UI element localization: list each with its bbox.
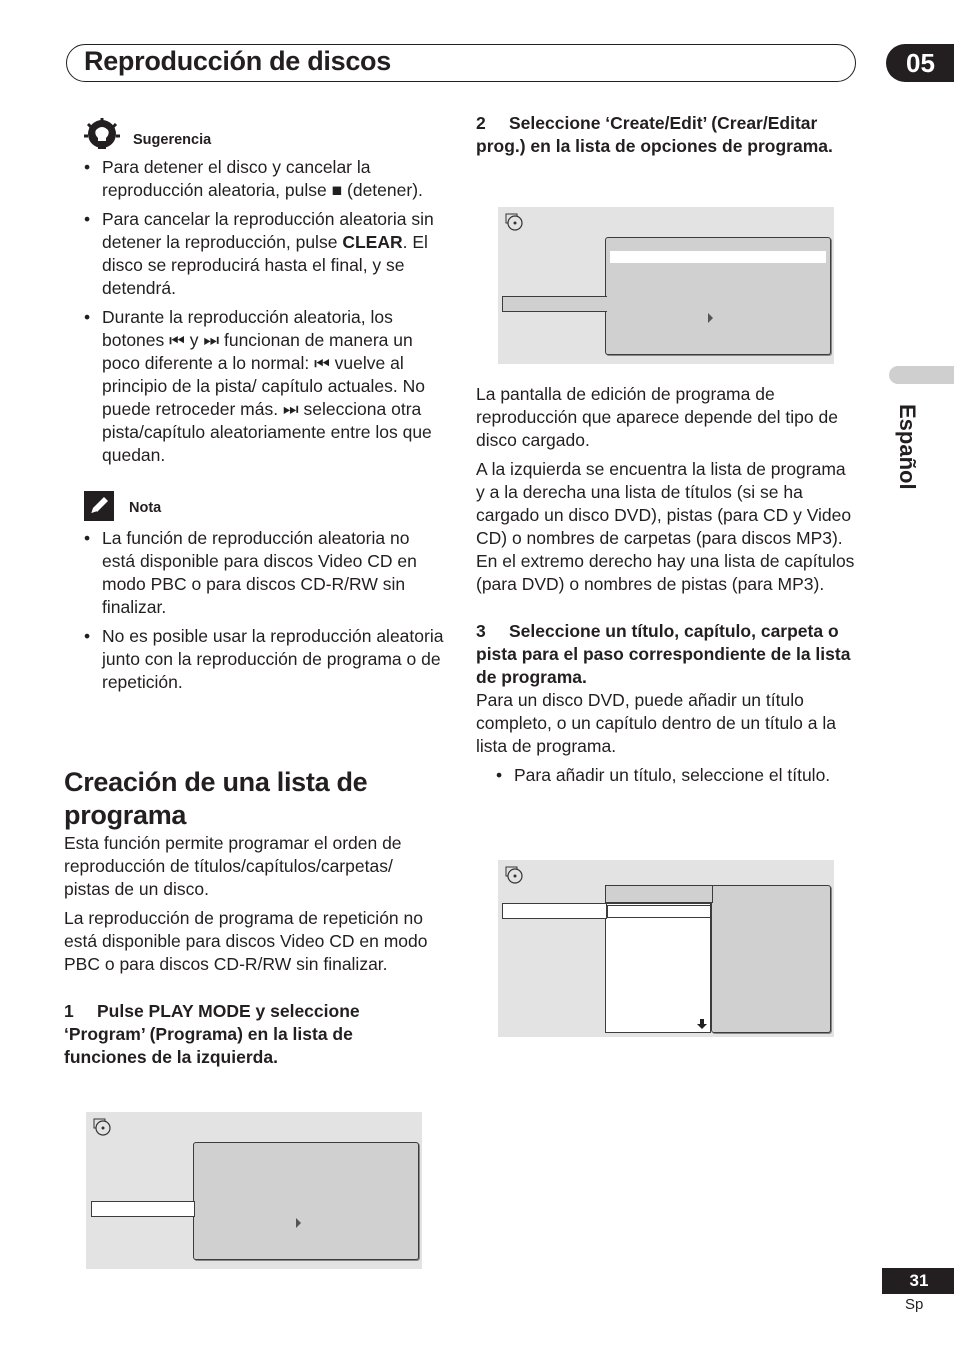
tip-label: Sugerencia [133,132,212,148]
paragraph: Para un disco DVD, puede añadir un título completo, o un capítulo dentro de un título a la lista de programa. [476,690,836,756]
list-item: • La función de reproducción aleatoria no está disponible para discos Video CD en modo PBC o para discos CD-R/RW sin finalizar. [64,527,444,619]
page-number: 31 [882,1268,954,1294]
lightbulb-icon [84,118,120,154]
paragraph: La pantalla de edición de programa de reproducción que aparece depende del tipo de disco cargado. [476,384,838,450]
list-item: • Para añadir un título, seleccione el título. [476,764,858,787]
pencil-note-icon [84,491,114,521]
note-header [64,491,444,527]
screen-create-edit [498,207,834,364]
note-list [64,527,444,694]
right-top [476,112,856,158]
tip-list [64,156,444,467]
options-panel [193,1142,419,1260]
step-2: 2 Seleccione ‘Create/Edit’ (Crear/Editar prog.) en la lista de opciones de programa. [476,113,833,156]
disc-icon [505,213,523,231]
chapter-badge: 05 [886,44,954,82]
list-item: • Durante la reproducción aleatoria, los botones ⏮ y ⏭ funcionan de manera un poco diferente a lo normal: ⏮ vuelve al principio de la pista/ capítulo actuales. No puede retroceder más. ⏭ selecciona otra pista/capítulo aleatoriamente entre los que quedan. [64,306,444,467]
list-item: • Para detener el disco y cancelar la reproducción aleatoria, pulse ■ (detener). [64,156,444,202]
selected-function-tab [91,1201,195,1217]
right-middle [476,383,858,793]
left-intro [64,832,440,1069]
highlighted-option [610,251,826,263]
function-tab [502,296,607,312]
list-item: • Para cancelar la reproducción aleatoria sin detener la reproducción, pulse CLEAR. El disco se reproducirá hasta el final, y se detendrá. [64,208,444,300]
step3-list [476,764,858,787]
list-item: • No es posible usar la reproducción aleatoria junto con la reproducción de programa o de repetición. [64,625,444,694]
disc-icon [505,866,523,884]
section-heading: Creación de una lista de programa [64,767,368,830]
title-list-header [605,885,713,903]
disc-icon [93,1118,111,1136]
paragraph: A la izquierda se encuentra la lista de programa y a la derecha una lista de títulos (si se ha cargado un disco DVD), pistas (para CD y Video CD) o nombres de carpetas (para discos MP3). En el extremo derecho hay una lista de capítulos (para DVD) o nombres de pistas (para MP3). [476,459,855,594]
side-language-label: Español [895,404,920,490]
program-step-tab [502,903,607,919]
page-language: Sp [905,1296,924,1313]
page-title: Reproducción de discos [84,46,391,76]
note-label: Nota [129,500,162,516]
paragraph: Esta función permite programar el orden de reproducción de títulos/capítulos/carpetas/ pistas de un disco. [64,833,402,899]
tip-header [64,118,444,156]
chapter-list-panel [711,885,831,1033]
selected-title-row [607,905,711,918]
language-tab [889,366,954,384]
arrow-right-icon [296,1218,301,1228]
left-column [64,118,444,700]
arrow-down-icon [697,1019,707,1029]
step-3: 3 Seleccione un título, capítulo, carpeta o pista para el paso correspondiente de la lista de programa. [476,621,851,687]
title-list-panel [605,903,711,1033]
step-1: 1 Pulse PLAY MODE y seleccione ‘Program’ (Programa) en la lista de funciones de la izquierda. [64,1001,360,1067]
arrow-right-icon [708,313,713,323]
screen-title-select [498,860,834,1037]
paragraph: La reproducción de programa de repetición no está disponible para discos Video CD en modo PBC o para discos CD-R/RW sin finalizar. [64,908,428,974]
screen-program-select [86,1112,422,1269]
